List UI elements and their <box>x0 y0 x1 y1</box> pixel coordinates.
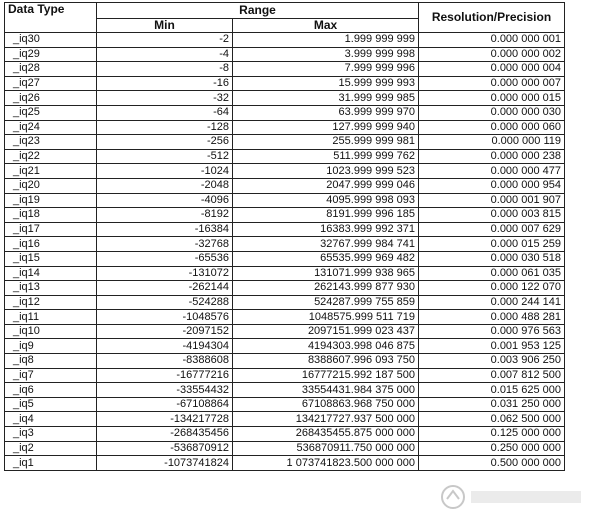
cell-max: 16383.999 992 371 <box>233 222 419 237</box>
cell-min: -67108864 <box>97 397 233 412</box>
cell-min: -2097152 <box>97 324 233 339</box>
cell-max: 65535.999 969 482 <box>233 251 419 266</box>
table-row <box>5 339 565 354</box>
cell-resolution: 0.031 250 000 <box>419 397 565 412</box>
table-row <box>5 383 565 398</box>
table-row <box>5 164 565 179</box>
cell-resolution: 0.015 625 000 <box>419 383 565 398</box>
cell-data-type: _iq13 <box>5 281 97 296</box>
cell-min: -256 <box>97 135 233 150</box>
cell-min: -16777216 <box>97 368 233 383</box>
cell-resolution: 0.003 906 250 <box>419 354 565 369</box>
cell-min: -65536 <box>97 251 233 266</box>
cell-max: 8191.999 996 185 <box>233 208 419 223</box>
cell-data-type: _iq9 <box>5 339 97 354</box>
cell-resolution: 0.250 000 000 <box>419 441 565 456</box>
watermark-logo <box>439 483 589 511</box>
cell-data-type: _iq8 <box>5 354 97 369</box>
cell-resolution: 0.000 122 070 <box>419 281 565 296</box>
cell-max: 511.999 999 762 <box>233 149 419 164</box>
table-row <box>5 412 565 427</box>
cell-max: 8388607.996 093 750 <box>233 354 419 369</box>
cell-resolution: 0.000 000 238 <box>419 149 565 164</box>
cell-min: -1048576 <box>97 310 233 325</box>
header-range: Range <box>97 3 419 19</box>
cell-min: -32 <box>97 91 233 106</box>
cell-data-type: _iq10 <box>5 324 97 339</box>
cell-max: 127.999 999 940 <box>233 120 419 135</box>
cell-data-type: _iq16 <box>5 237 97 252</box>
cell-data-type: _iq21 <box>5 164 97 179</box>
cell-resolution: 0.000 007 629 <box>419 222 565 237</box>
table-row <box>5 178 565 193</box>
cell-resolution: 0.000 000 002 <box>419 47 565 62</box>
header-min: Min <box>97 19 233 33</box>
cell-resolution: 0.000 244 141 <box>419 295 565 310</box>
table-row <box>5 120 565 135</box>
cell-min: -536870912 <box>97 441 233 456</box>
cell-min: -32768 <box>97 237 233 252</box>
cell-data-type: _iq15 <box>5 251 97 266</box>
cell-min: -8192 <box>97 208 233 223</box>
cell-resolution: 0.125 000 000 <box>419 427 565 442</box>
cell-resolution: 0.000 030 518 <box>419 251 565 266</box>
cell-resolution: 0.000 976 563 <box>419 324 565 339</box>
cell-max: 32767.999 984 741 <box>233 237 419 252</box>
cell-resolution: 0.062 500 000 <box>419 412 565 427</box>
cell-min: -131072 <box>97 266 233 281</box>
cell-min: -16 <box>97 76 233 91</box>
cell-max: 131071.999 938 965 <box>233 266 419 281</box>
table-row <box>5 441 565 456</box>
table-row <box>5 135 565 150</box>
header-data-type: Data Type <box>5 3 97 33</box>
cell-max: 1048575.999 511 719 <box>233 310 419 325</box>
cell-min: -4096 <box>97 193 233 208</box>
cell-data-type: _iq20 <box>5 178 97 193</box>
table-row <box>5 281 565 296</box>
cell-data-type: _iq29 <box>5 47 97 62</box>
table-row <box>5 105 565 120</box>
cell-resolution: 0.000 000 007 <box>419 76 565 91</box>
cell-max: 262143.999 877 930 <box>233 281 419 296</box>
cell-data-type: _iq26 <box>5 91 97 106</box>
cell-max: 2097151.999 023 437 <box>233 324 419 339</box>
cell-max: 7.999 999 996 <box>233 62 419 77</box>
cell-max: 4095.999 998 093 <box>233 193 419 208</box>
table-row <box>5 47 565 62</box>
table-row <box>5 310 565 325</box>
cell-resolution: 0.000 000 477 <box>419 164 565 179</box>
cell-min: -4194304 <box>97 339 233 354</box>
cell-min: -2048 <box>97 178 233 193</box>
table-row <box>5 193 565 208</box>
cell-min: -134217728 <box>97 412 233 427</box>
table-row <box>5 76 565 91</box>
cell-data-type: _iq3 <box>5 427 97 442</box>
cell-data-type: _iq6 <box>5 383 97 398</box>
cell-resolution: 0.000 015 259 <box>419 237 565 252</box>
cell-max: 1023.999 999 523 <box>233 164 419 179</box>
cell-min: -128 <box>97 120 233 135</box>
cell-min: -8388608 <box>97 354 233 369</box>
cell-max: 1 073741823.500 000 000 <box>233 456 419 471</box>
cell-resolution: 0.001 953 125 <box>419 339 565 354</box>
cell-min: -1073741824 <box>97 456 233 471</box>
cell-data-type: _iq2 <box>5 441 97 456</box>
iq-range-table <box>4 2 565 471</box>
cell-resolution: 0.000 000 001 <box>419 33 565 48</box>
cell-resolution: 0.000 003 815 <box>419 208 565 223</box>
cell-max: 67108863.968 750 000 <box>233 397 419 412</box>
table-row <box>5 427 565 442</box>
table-row <box>5 295 565 310</box>
cell-min: -524288 <box>97 295 233 310</box>
cell-resolution: 0.000 061 035 <box>419 266 565 281</box>
cell-min: -33554432 <box>97 383 233 398</box>
cell-min: -64 <box>97 105 233 120</box>
table-row <box>5 62 565 77</box>
cell-data-type: _iq5 <box>5 397 97 412</box>
cell-data-type: _iq14 <box>5 266 97 281</box>
table-row <box>5 91 565 106</box>
cell-min: -512 <box>97 149 233 164</box>
cell-min: -268435456 <box>97 427 233 442</box>
cell-data-type: _iq4 <box>5 412 97 427</box>
table-row <box>5 266 565 281</box>
cell-max: 134217727.937 500 000 <box>233 412 419 427</box>
cell-data-type: _iq24 <box>5 120 97 135</box>
cell-max: 268435455.875 000 000 <box>233 427 419 442</box>
cell-max: 536870911.750 000 000 <box>233 441 419 456</box>
cell-resolution: 0.000 000 060 <box>419 120 565 135</box>
cell-resolution: 0.000 000 015 <box>419 91 565 106</box>
table-row <box>5 222 565 237</box>
cell-max: 31.999 999 985 <box>233 91 419 106</box>
cell-max: 1.999 999 999 <box>233 33 419 48</box>
cell-data-type: _iq22 <box>5 149 97 164</box>
cell-min: -8 <box>97 62 233 77</box>
cell-max: 4194303.998 046 875 <box>233 339 419 354</box>
cell-resolution: 0.007 812 500 <box>419 368 565 383</box>
cell-data-type: _iq1 <box>5 456 97 471</box>
cell-max: 15.999 999 993 <box>233 76 419 91</box>
cell-resolution: 0.000 000 119 <box>419 135 565 150</box>
cell-max: 3.999 999 998 <box>233 47 419 62</box>
cell-data-type: _iq11 <box>5 310 97 325</box>
table-row <box>5 354 565 369</box>
cell-data-type: _iq19 <box>5 193 97 208</box>
cell-min: -4 <box>97 47 233 62</box>
cell-resolution: 0.000 488 281 <box>419 310 565 325</box>
cell-resolution: 0.000 000 004 <box>419 62 565 77</box>
table-row <box>5 324 565 339</box>
table-row <box>5 368 565 383</box>
cell-max: 524287.999 755 859 <box>233 295 419 310</box>
cell-data-type: _iq25 <box>5 105 97 120</box>
table-row <box>5 33 565 48</box>
cell-resolution: 0.000 000 030 <box>419 105 565 120</box>
header-max: Max <box>233 19 419 33</box>
cell-max: 16777215.992 187 500 <box>233 368 419 383</box>
table-row <box>5 251 565 266</box>
cell-data-type: _iq12 <box>5 295 97 310</box>
cell-resolution: 0.000 001 907 <box>419 193 565 208</box>
cell-data-type: _iq7 <box>5 368 97 383</box>
cell-resolution: 0.500 000 000 <box>419 456 565 471</box>
cell-min: -2 <box>97 33 233 48</box>
cell-max: 2047.999 999 046 <box>233 178 419 193</box>
cell-data-type: _iq30 <box>5 33 97 48</box>
cell-max: 255.999 999 981 <box>233 135 419 150</box>
header-resolution: Resolution/Precision <box>419 3 565 33</box>
cell-data-type: _iq28 <box>5 62 97 77</box>
cell-min: -1024 <box>97 164 233 179</box>
header-row <box>5 3 565 19</box>
table-row <box>5 208 565 223</box>
table-row <box>5 456 565 471</box>
cell-data-type: _iq23 <box>5 135 97 150</box>
cell-data-type: _iq18 <box>5 208 97 223</box>
cell-max: 63.999 999 970 <box>233 105 419 120</box>
table-row <box>5 397 565 412</box>
cell-min: -262144 <box>97 281 233 296</box>
cell-resolution: 0.000 000 954 <box>419 178 565 193</box>
cell-data-type: _iq27 <box>5 76 97 91</box>
cell-data-type: _iq17 <box>5 222 97 237</box>
cell-max: 33554431.984 375 000 <box>233 383 419 398</box>
table-row <box>5 237 565 252</box>
table-row <box>5 149 565 164</box>
cell-min: -16384 <box>97 222 233 237</box>
